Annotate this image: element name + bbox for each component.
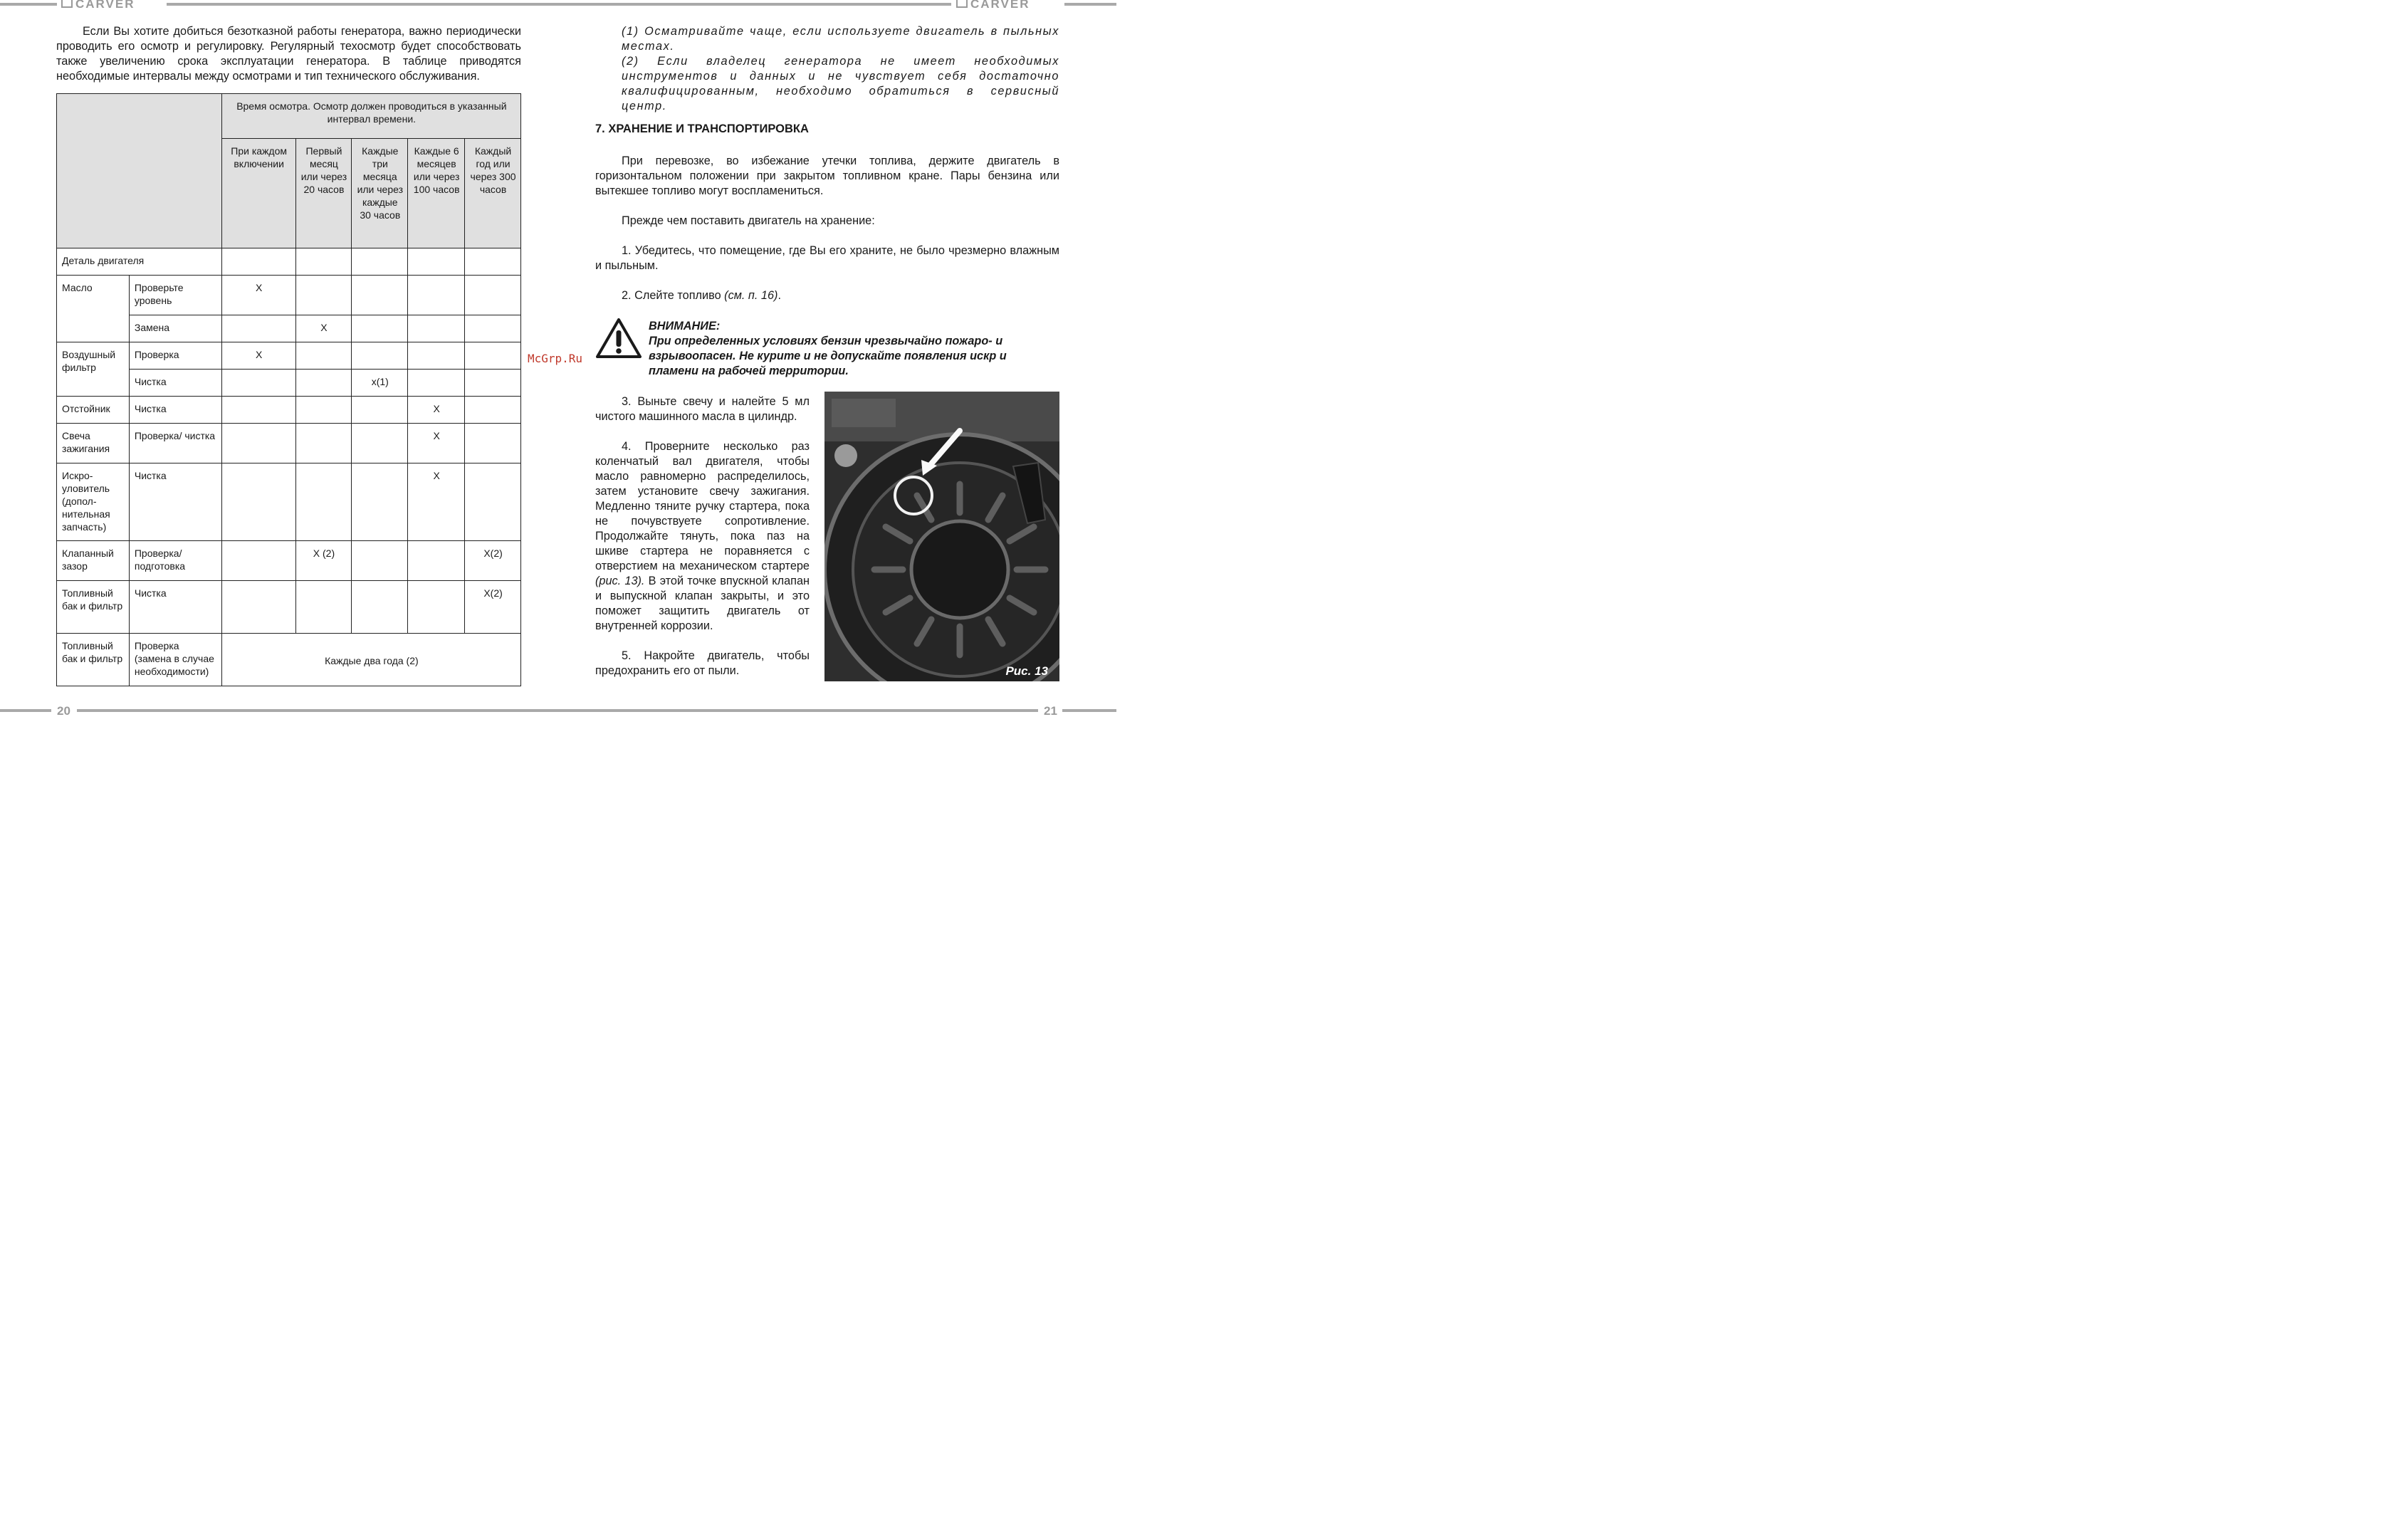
mark-cell bbox=[408, 541, 465, 581]
mark-cell bbox=[221, 581, 295, 634]
mark-cell bbox=[295, 370, 352, 397]
mark-cell: X bbox=[408, 397, 465, 424]
step2-ref: (см. п. 16) bbox=[724, 289, 778, 302]
mark-cell: X (2) bbox=[295, 541, 352, 581]
mark-cell bbox=[465, 463, 521, 541]
page-number-left: 20 bbox=[57, 704, 70, 718]
action-cell: Проверка (замена в случае необходимости) bbox=[129, 634, 221, 686]
mark-cell: x(1) bbox=[352, 370, 408, 397]
action-cell: Проверка bbox=[129, 342, 221, 370]
paragraph-step-3: 3. Выньте свечу и налейте 5 мл чистого машинного масла в цилиндр. bbox=[595, 395, 810, 423]
interval-header: Время осмотра. Осмотр должен проводиться в указанный интервал времени. bbox=[221, 94, 520, 139]
mark-cell: X(2) bbox=[465, 541, 521, 581]
header-rule-right bbox=[1064, 3, 1116, 6]
intro-text: Если Вы хотите добиться безотказной работы генератора, важно периодически проводить его осмотр и регулировку. Регулярный техосмотр будет способствовать также увеличению срока эксплуатации генератора. В таблице приводятся необходимые интервалы между осмотрами и тип технического обслуживания. bbox=[56, 25, 521, 83]
interval-each-start: При каждом включении bbox=[221, 139, 295, 248]
mark-cell bbox=[465, 276, 521, 315]
part-cell: Топливный бак и фильтр bbox=[57, 634, 130, 686]
table-row bbox=[57, 634, 521, 686]
footer-rule-center bbox=[77, 709, 1038, 712]
step4-text-end: В этой точке впускной клапан и выпускной клапан закрыты, и это поможет защитить двигатель от внутренней коррозии. bbox=[595, 575, 810, 632]
part-cell: Воздушный фильтр bbox=[57, 342, 130, 397]
span-interval-cell: Каждые два года (2) bbox=[221, 634, 520, 686]
action-cell: Замена bbox=[129, 315, 221, 342]
interval-first-month: Первый месяц или через 20 часов bbox=[295, 139, 352, 248]
footnotes bbox=[622, 24, 1059, 114]
part-cell: Клапанный зазор bbox=[57, 541, 130, 581]
mark-cell bbox=[295, 463, 352, 541]
footer-rule-left bbox=[0, 709, 51, 712]
warning-title: ВНИМАНИЕ: bbox=[649, 320, 721, 332]
footnote-2: (2) Если владелец генератора не имеет необходимых инструментов и данных и не чувствует себя достаточно квалифицированным, необходимо обратиться в сервисный центр. bbox=[622, 55, 1059, 112]
mark-cell: X bbox=[408, 424, 465, 463]
brand-logo-left: CARVER bbox=[61, 0, 135, 11]
part-cell: Свеча зажигания bbox=[57, 424, 130, 463]
warning-text: При определенных условиях бензин чрезвычайно пожаро- и взрывоопасен. Не курите и не допускайте появления искр и пламени на рабочей территории. bbox=[649, 335, 1007, 377]
mark-cell bbox=[465, 397, 521, 424]
watermark: McGrp.Ru bbox=[528, 352, 583, 365]
mark-cell bbox=[221, 463, 295, 541]
action-cell: Проверьте уровень bbox=[129, 276, 221, 315]
mark-cell bbox=[352, 276, 408, 315]
step2-text: 2. Слейте топливо bbox=[622, 289, 725, 302]
mark-cell bbox=[221, 397, 295, 424]
mark-cell bbox=[221, 370, 295, 397]
action-cell: Проверка/ чистка bbox=[129, 424, 221, 463]
storage-text bbox=[595, 154, 1059, 303]
paragraph-before-storage: Прежде чем поставить двигатель на хранение: bbox=[622, 214, 875, 227]
mark-cell: X(2) bbox=[465, 581, 521, 634]
mark-cell: X bbox=[295, 315, 352, 342]
warning-icon bbox=[595, 318, 642, 362]
mark-cell bbox=[465, 315, 521, 342]
paragraph-step-1: 1. Убедитесь, что помещение, где Вы его храните, не было чрезмерно влажным и пыльным. bbox=[595, 244, 1059, 272]
intro-paragraph bbox=[56, 24, 521, 84]
engine-starter-illustration bbox=[824, 392, 1059, 681]
figure-caption: Рис. 13 bbox=[1005, 664, 1048, 678]
mark-cell bbox=[352, 581, 408, 634]
paragraph-step-2 bbox=[595, 288, 1059, 303]
part-cell: Топливный бак и фильтр bbox=[57, 581, 130, 634]
section-title: 7. ХРАНЕНИЕ И ТРАНСПОРТИРОВКА bbox=[595, 122, 809, 135]
action-cell: Чистка bbox=[129, 370, 221, 397]
table-row bbox=[57, 581, 521, 634]
action-cell: Чистка bbox=[129, 463, 221, 541]
mark-cell: X bbox=[221, 276, 295, 315]
mark-cell bbox=[408, 370, 465, 397]
mark-cell bbox=[465, 424, 521, 463]
mark-cell: X bbox=[408, 463, 465, 541]
mark-cell bbox=[352, 463, 408, 541]
mark-cell bbox=[352, 541, 408, 581]
mark-cell bbox=[295, 581, 352, 634]
mark-cell bbox=[295, 424, 352, 463]
mark-cell bbox=[221, 424, 295, 463]
mark-cell bbox=[352, 397, 408, 424]
brand-logo-right: CARVER bbox=[956, 0, 1030, 11]
interval-three-months: Каждые три месяца или через каждые 30 часов bbox=[352, 139, 408, 248]
table-row bbox=[57, 463, 521, 541]
mark-cell bbox=[465, 342, 521, 370]
paragraph-step-5: 5. Накройте двигатель, чтобы предохранить его от пыли. bbox=[595, 649, 810, 677]
table-row bbox=[57, 424, 521, 463]
paragraph-step-4 bbox=[595, 439, 810, 634]
step4-ref: (рис. 13). bbox=[595, 575, 645, 587]
table-row bbox=[57, 342, 521, 370]
brand-mark-icon bbox=[956, 0, 968, 8]
table-corner-cell bbox=[57, 94, 222, 248]
header-rule-center bbox=[167, 3, 951, 6]
part-cell: Отстойник bbox=[57, 397, 130, 424]
paragraph-transport: При перевозке, во избежание утечки топлива, держите двигатель в горизонтальном положении при закрытом топливном кране. Пары бензина или вытекшее топливо могут воспламениться. bbox=[595, 154, 1059, 197]
interval-year: Каждый год или через 300 часов bbox=[465, 139, 521, 248]
mark-cell bbox=[408, 581, 465, 634]
brand-mark-icon bbox=[61, 0, 73, 8]
mark-cell bbox=[352, 315, 408, 342]
table-cell bbox=[465, 248, 521, 276]
steps-column bbox=[595, 394, 810, 679]
table-cell bbox=[221, 248, 295, 276]
mark-cell bbox=[221, 541, 295, 581]
maintenance-table bbox=[56, 93, 521, 686]
mark-cell bbox=[352, 342, 408, 370]
part-cell: Искро- уловитель (допол- нительная запчасть) bbox=[57, 463, 130, 541]
footer-rule-right bbox=[1062, 709, 1116, 712]
mark-cell: X bbox=[221, 342, 295, 370]
table-row bbox=[57, 276, 521, 315]
mark-cell bbox=[295, 397, 352, 424]
mark-cell bbox=[295, 342, 352, 370]
step2-end: . bbox=[777, 289, 781, 302]
mark-cell bbox=[221, 315, 295, 342]
mark-cell bbox=[295, 276, 352, 315]
action-cell: Проверка/ подготовка bbox=[129, 541, 221, 581]
part-cell: Масло bbox=[57, 276, 130, 342]
mark-cell bbox=[465, 370, 521, 397]
table-cell bbox=[295, 248, 352, 276]
part-header: Деталь двигателя bbox=[57, 248, 222, 276]
table-row bbox=[57, 397, 521, 424]
header-rule-left bbox=[0, 3, 57, 6]
page-number-right: 21 bbox=[1044, 704, 1057, 718]
table-row bbox=[57, 541, 521, 581]
action-cell: Чистка bbox=[129, 581, 221, 634]
mark-cell bbox=[408, 276, 465, 315]
table-cell bbox=[408, 248, 465, 276]
figure-13-photo bbox=[824, 392, 1059, 681]
step4-text: 4. Проверните несколько раз коленчатый вал двигателя, чтобы масло равномерно распределилось, затем установите свечу зажигания. Медленно тяните ручку стартера, пока не почувствуете сопротивление. Продолжайте тянуть, пока паз на шкиве стартера не поравняется с отверстием на механическом стартере bbox=[595, 440, 810, 572]
action-cell: Чистка bbox=[129, 397, 221, 424]
table-cell bbox=[352, 248, 408, 276]
interval-six-months: Каждые 6 месяцев или через 100 часов bbox=[408, 139, 465, 248]
warning-block bbox=[649, 319, 1047, 379]
footnote-1: (1) Осматривайте чаще, если используете двигатель в пыльных местах. bbox=[622, 25, 1059, 53]
mark-cell bbox=[408, 342, 465, 370]
mark-cell bbox=[352, 424, 408, 463]
mark-cell bbox=[408, 315, 465, 342]
